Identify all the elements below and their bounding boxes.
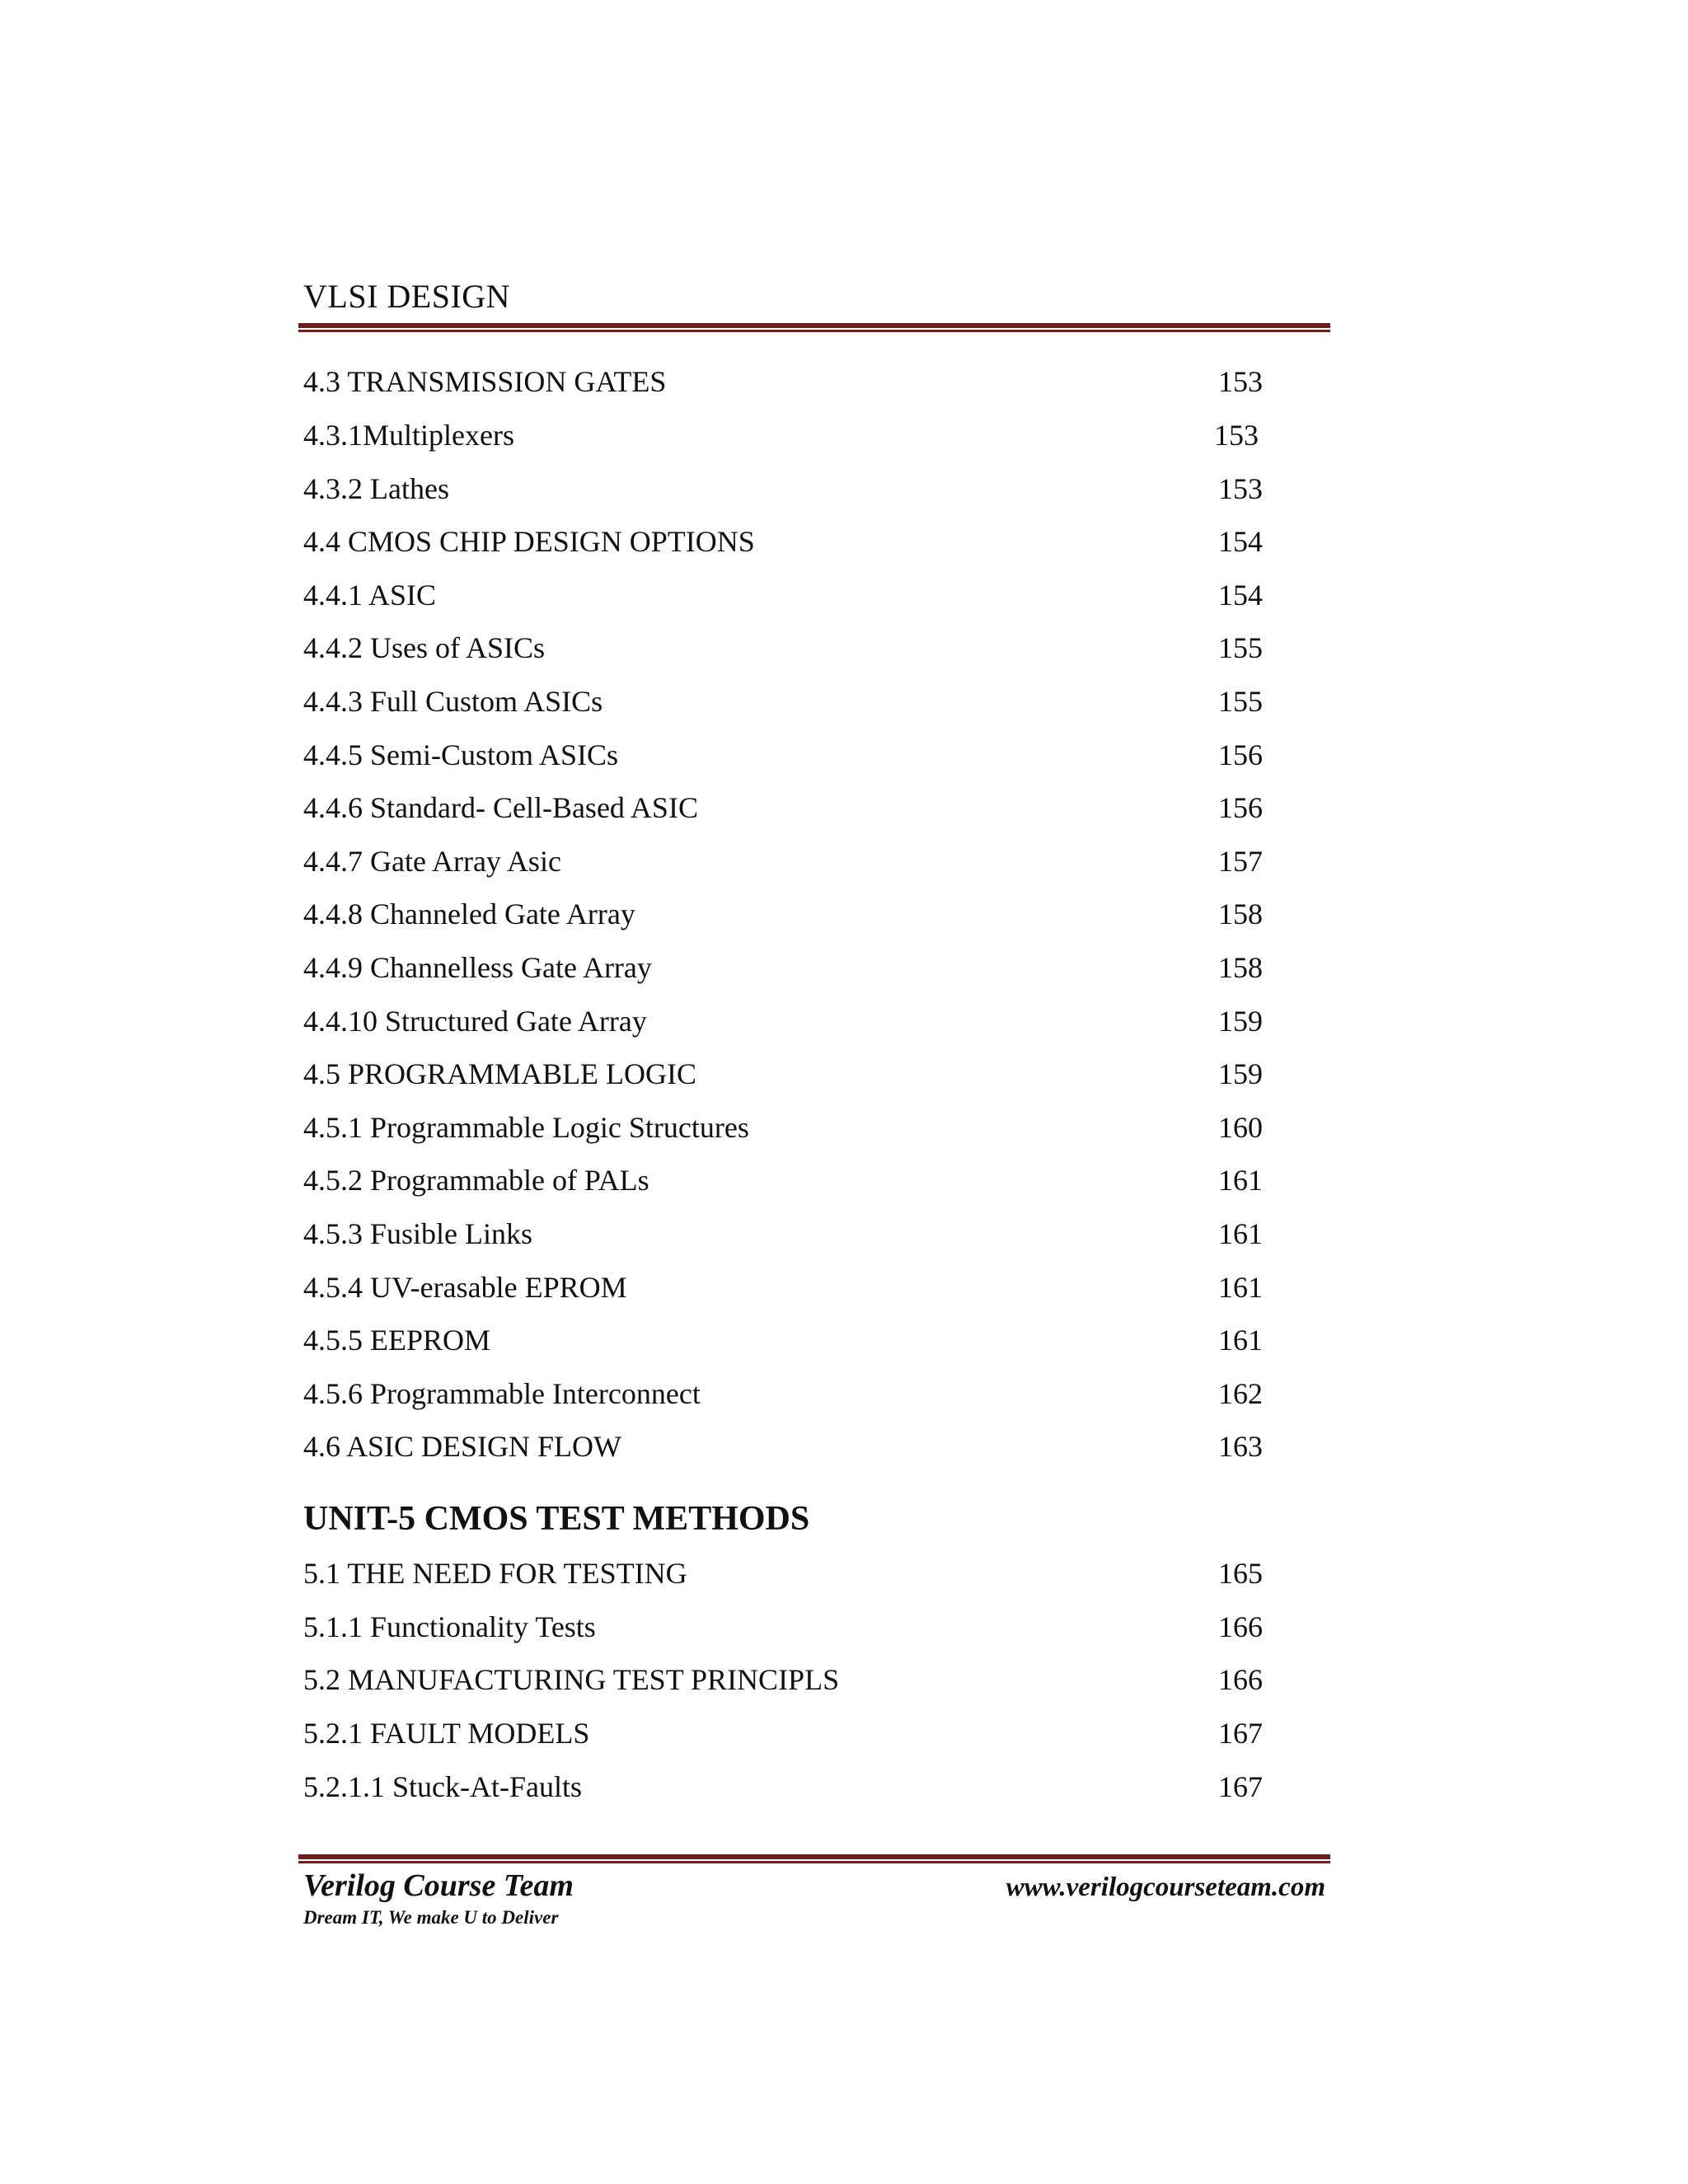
toc-entry-label: 4.3.1Multiplexers bbox=[303, 419, 514, 452]
toc-entry bbox=[303, 681, 1284, 722]
toc-entry-label: 4.4.10 Structured Gate Array bbox=[303, 1005, 647, 1038]
toc-entry-page: 161 bbox=[1218, 1324, 1263, 1357]
toc-entry-label: 5.1.1 Functionality Tests bbox=[303, 1610, 596, 1643]
toc-entry-label: 4.4.2 Uses of ASICs bbox=[303, 631, 546, 664]
footer-website: www.verilogcourseteam.com bbox=[1006, 1872, 1325, 1902]
toc-entry bbox=[303, 361, 1284, 402]
toc-entry-label: 4.5.4 UV-erasable EPROM bbox=[303, 1271, 627, 1304]
toc-entry-page: 161 bbox=[1218, 1164, 1263, 1197]
toc-entry-page: 159 bbox=[1218, 1005, 1263, 1038]
unit-heading: UNIT-5 CMOS TEST METHODS bbox=[303, 1500, 810, 1538]
toc-entry-page: 156 bbox=[1218, 791, 1263, 824]
toc-entry-page: 153 bbox=[1218, 365, 1263, 398]
toc-entry-page: 155 bbox=[1218, 685, 1263, 718]
toc-entry-label: 4.4.9 Channelless Gate Array bbox=[303, 951, 652, 984]
toc-entry bbox=[303, 1373, 1284, 1414]
toc-entry-page: 161 bbox=[1218, 1271, 1263, 1304]
toc-entry bbox=[303, 841, 1284, 882]
toc-entry bbox=[303, 1107, 1284, 1148]
toc-entry-page: 153 bbox=[1218, 472, 1263, 505]
toc-entry-label: 4.5.6 Programmable Interconnect bbox=[303, 1377, 701, 1410]
toc-entry-page: 167 bbox=[1218, 1770, 1263, 1803]
toc-entry-label: 4.4.3 Full Custom ASICs bbox=[303, 685, 603, 718]
toc-entry bbox=[303, 1160, 1284, 1201]
toc-entry-label: 4.4.6 Standard- Cell-Based ASIC bbox=[303, 791, 698, 824]
toc-entry bbox=[303, 1001, 1284, 1042]
toc-entry-label: 4.4 CMOS CHIP DESIGN OPTIONS bbox=[303, 525, 755, 558]
toc-entry-page: 165 bbox=[1218, 1557, 1263, 1590]
toc-entry-label: 4.4.7 Gate Array Asic bbox=[303, 845, 561, 878]
toc-entry-page: 156 bbox=[1218, 738, 1263, 771]
toc-entry-label: 4.5.5 EEPROM bbox=[303, 1324, 491, 1357]
toc-entry-page: 166 bbox=[1218, 1663, 1263, 1696]
toc-entry-page: 159 bbox=[1218, 1057, 1263, 1090]
toc-entry-label: 5.2.1.1 Stuck-At-Faults bbox=[303, 1770, 582, 1803]
toc-entry-page: 167 bbox=[1218, 1717, 1263, 1750]
toc-entry bbox=[303, 787, 1284, 828]
page-header-title: VLSI DESIGN bbox=[303, 278, 511, 315]
toc-entry-page: 154 bbox=[1218, 525, 1263, 558]
toc-entry-label: 5.1 THE NEED FOR TESTING bbox=[303, 1557, 687, 1590]
toc-entry bbox=[303, 947, 1284, 988]
toc-entry-page: 160 bbox=[1218, 1111, 1263, 1144]
toc-entry-label: 4.5.2 Programmable of PALs bbox=[303, 1164, 649, 1197]
toc-entry-page: 161 bbox=[1218, 1217, 1263, 1250]
toc-entry bbox=[303, 1053, 1284, 1094]
toc-entry-page: 155 bbox=[1218, 631, 1263, 664]
toc-entry bbox=[303, 415, 1284, 456]
toc-entry-label: 4.4.8 Channeled Gate Array bbox=[303, 898, 635, 930]
toc-entry-label: 4.5 PROGRAMMABLE LOGIC bbox=[303, 1057, 697, 1090]
footer-divider bbox=[298, 1854, 1330, 1863]
toc-entry-label: 4.4.5 Semi-Custom ASICs bbox=[303, 738, 619, 771]
header-divider bbox=[298, 323, 1330, 332]
toc-entry bbox=[303, 1766, 1284, 1807]
toc-entry-page: 162 bbox=[1218, 1377, 1263, 1410]
toc-entry-label: 5.2.1 FAULT MODELS bbox=[303, 1717, 590, 1750]
toc-entry-page: 157 bbox=[1218, 845, 1263, 878]
toc-entry bbox=[303, 1319, 1284, 1361]
toc-entry bbox=[303, 1426, 1284, 1467]
toc-entry-label: 4.3 TRANSMISSION GATES bbox=[303, 365, 667, 398]
toc-entry bbox=[303, 521, 1284, 562]
toc-entry-page: 163 bbox=[1218, 1430, 1263, 1463]
toc-entry bbox=[303, 468, 1284, 509]
footer-tagline: Dream IT, We make U to Deliver bbox=[303, 1907, 559, 1928]
toc-entry bbox=[303, 1606, 1284, 1647]
toc-entry-page: 153 bbox=[1214, 419, 1259, 452]
footer-team-name: Verilog Course Team bbox=[303, 1868, 574, 1903]
toc-entry-page: 154 bbox=[1218, 579, 1263, 612]
toc-entry-page: 158 bbox=[1218, 898, 1263, 930]
toc-entry bbox=[303, 893, 1284, 935]
toc-entry bbox=[303, 627, 1284, 668]
toc-entry-label: 4.3.2 Lathes bbox=[303, 472, 449, 505]
toc-entry-label: 4.4.1 ASIC bbox=[303, 579, 437, 612]
toc-entry-label: 4.5.1 Programmable Logic Structures bbox=[303, 1111, 749, 1144]
toc-entry-label: 5.2 MANUFACTURING TEST PRINCIPLS bbox=[303, 1663, 840, 1696]
toc-entry bbox=[303, 574, 1284, 616]
toc-entry-page: 158 bbox=[1218, 951, 1263, 984]
toc-entry bbox=[303, 734, 1284, 776]
toc-entry-label: 4.6 ASIC DESIGN FLOW bbox=[303, 1430, 622, 1463]
toc-entry bbox=[303, 1213, 1284, 1254]
toc-entry bbox=[303, 1267, 1284, 1308]
toc-entry-page: 166 bbox=[1218, 1610, 1263, 1643]
toc-entry bbox=[303, 1659, 1284, 1700]
toc-entry bbox=[303, 1553, 1284, 1594]
toc-entry bbox=[303, 1713, 1284, 1754]
toc-entry-label: 4.5.3 Fusible Links bbox=[303, 1217, 533, 1250]
